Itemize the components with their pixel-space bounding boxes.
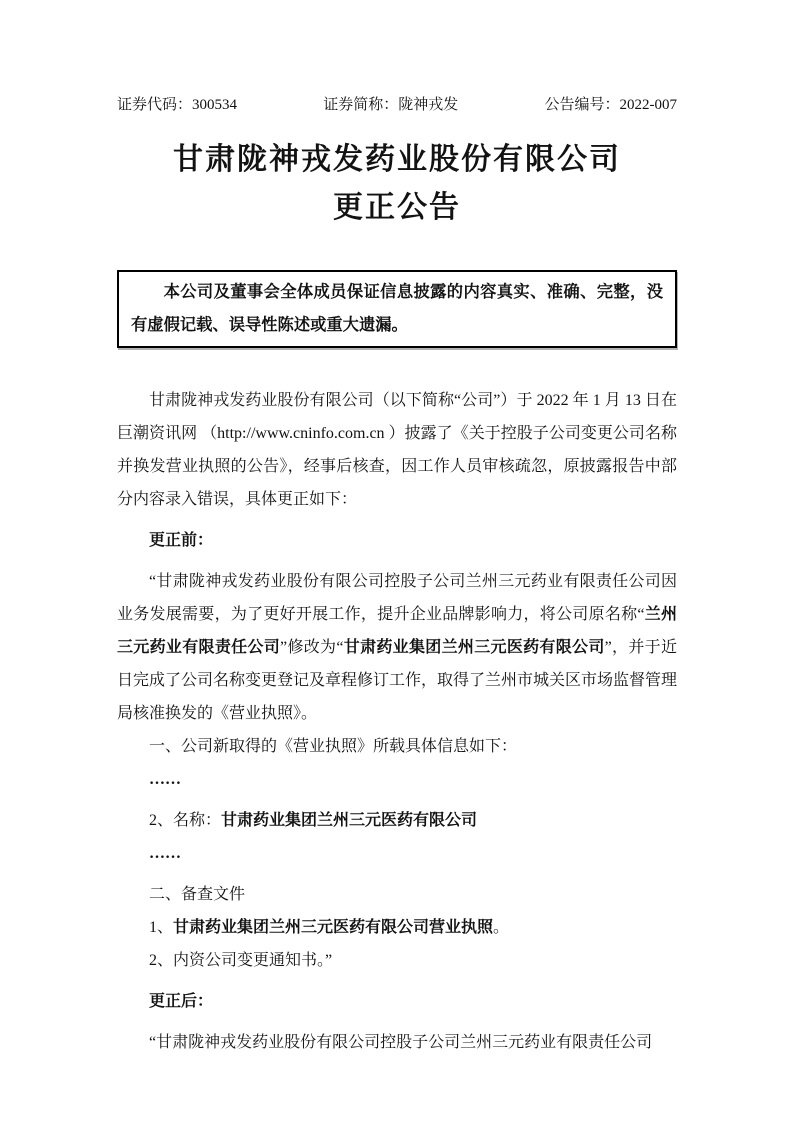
paragraph — [117, 384, 677, 516]
text-run: ”，并于近日完成了公司名称变更登记及章程修订工作，取得了兰州市城关区市场监督管理局核准换发的《营业执照》。 — [117, 639, 678, 722]
bold-text-run: 更正后： — [149, 993, 214, 1010]
paragraph — [117, 1026, 677, 1059]
bold-text-run: 兰州三元药业有限责任公司 — [117, 606, 677, 656]
section-heading — [117, 985, 677, 1018]
text-run: 甘肃陇神戎发药业股份有限公司（以下简称“公司”）于 2022 年 1 月 13 日在巨潮资讯网 （http://www.cninfo.com.cn ）披露了《关于控股子公司变更公司名称并换发营业执照的公告》，经事后核查，因工作人员审核疏忽，原披露报告中部分内容录入错误，具体更正如下： — [117, 392, 677, 508]
disclosure-notice-box — [117, 270, 677, 348]
text-run: “甘肃陇神戎发药业股份有限公司控股子公司兰州三元药业有限责任公司 — [149, 1034, 653, 1051]
bold-text-run: 甘肃药业集团兰州三元医药有限公司 — [343, 639, 605, 656]
bold-text-run: 甘肃药业集团兰州三元医药有限公司营业执照 — [173, 919, 494, 936]
bold-text-run: …… — [149, 771, 181, 788]
paragraph — [117, 944, 677, 977]
announcement-title: 更正公告 — [333, 191, 461, 224]
document-body — [117, 384, 677, 1059]
text-run: 二、备查文件 — [149, 886, 246, 903]
bold-text-run: …… — [149, 845, 181, 862]
stock-code: 证券代码：300534 — [117, 97, 238, 113]
text-run: 1、 — [149, 919, 174, 936]
paragraph — [117, 763, 677, 796]
bold-text-run: 甘肃药业集团兰州三元医药有限公司 — [221, 812, 478, 829]
paragraph — [117, 911, 677, 944]
company-title: 甘肃陇神戎发药业股份有限公司 — [173, 143, 621, 176]
paragraph — [117, 878, 677, 911]
text-run: 2、内资公司变更通知书。” — [149, 952, 333, 969]
section-heading — [117, 524, 677, 557]
text-run: 2、名称： — [149, 812, 222, 829]
paragraph — [117, 730, 677, 763]
text-run: 。 — [493, 919, 510, 936]
text-run: “甘肃陇神戎发药业股份有限公司控股子公司兰州三元药业有限责任公司因业务发展需要，为了更好开展工作，提升企业品牌影响力，将公司原名称“ — [117, 573, 677, 623]
stock-name: 证券简称：陇神戎发 — [323, 97, 459, 113]
announcement-number: 公告编号：2022-007 — [544, 97, 677, 113]
paragraph — [117, 837, 677, 870]
bold-text-run: 更正前： — [149, 532, 214, 549]
text-run: ”修改为“ — [280, 639, 344, 656]
paragraph — [117, 565, 677, 730]
document-header — [117, 95, 677, 116]
text-run: 一、公司新取得的《营业执照》所载具体信息如下： — [149, 738, 518, 755]
disclosure-notice-text: 本公司及董事会全体成员保证信息披露的内容真实、准确、完整，没有虚假记载、误导性陈述或重大遗漏。 — [131, 282, 663, 334]
paragraph — [117, 804, 677, 837]
